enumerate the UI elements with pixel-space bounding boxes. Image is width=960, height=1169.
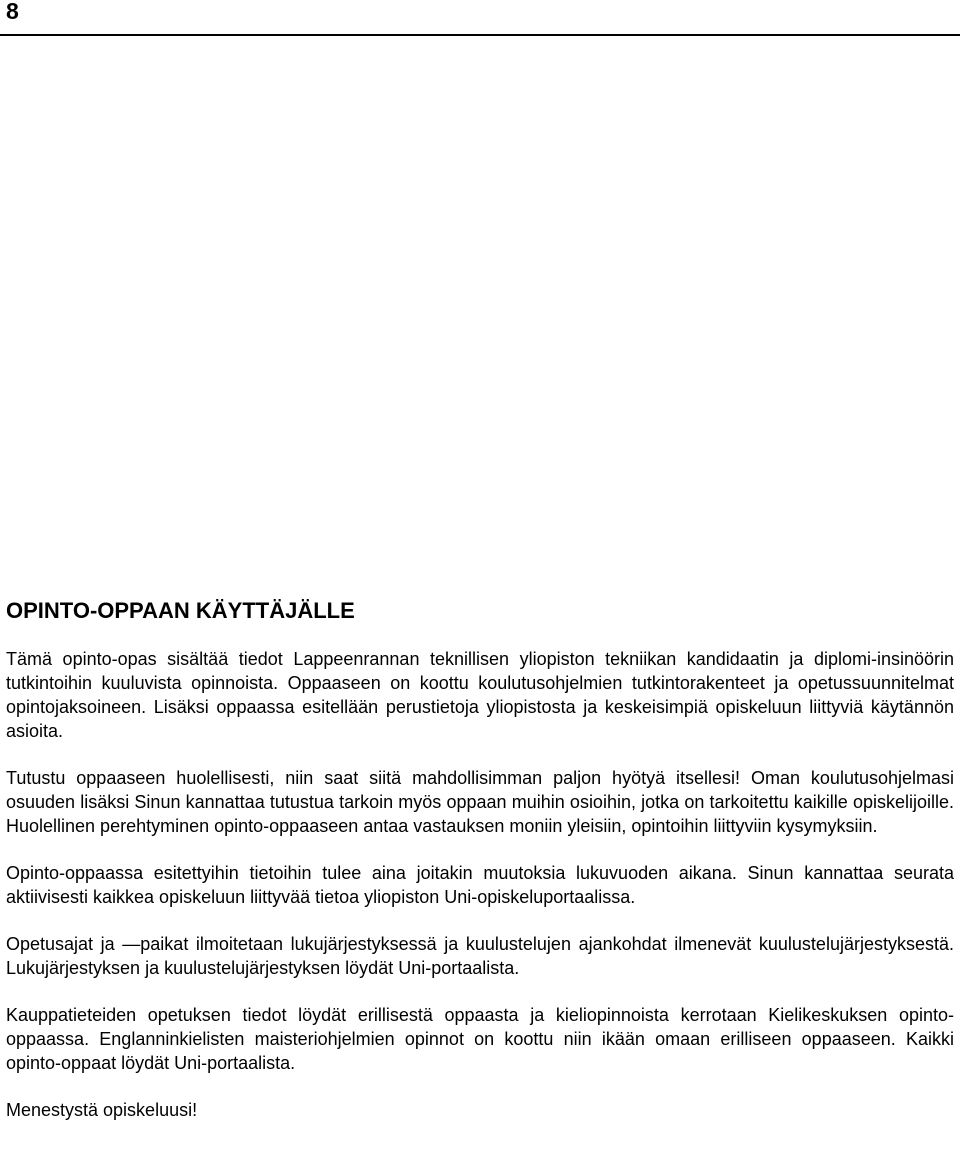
paragraph-closing: Menestystä opiskeluusi! bbox=[6, 1100, 198, 1120]
paragraph-changes: Opinto-oppaassa esitettyihin tietoihin tulee aina joitakin muutoksia lukuvuoden aikana. Sinun kannattaa seurata aktiivisesti kaikkea opiskeluun liittyvää tietoa yliopiston Uni-opiskeluportaalissa. bbox=[6, 863, 954, 907]
header-rule bbox=[0, 34, 960, 36]
paragraph-schedules: Opetusajat ja —paikat ilmoitetaan lukujärjestyksessä ja kuulustelujen ajankohdat ilmenevät kuulustelujärjestyksestä. Lukujärjestyksen ja kuulustelujärjestyksen löydät Uni-portaalista. bbox=[6, 934, 954, 978]
paragraph-intro: Tämä opinto-opas sisältää tiedot Lappeenrannan teknillisen yliopiston tekniikan kandidaatin ja diplomi-insinöörin tutkintoihin kuuluvista opinnoista. Oppaaseen on koottu koulutusohjelmien tutkintorakenteet ja opetussuunnitelmat opintojaksoineen. Lisäksi oppaassa esitellään perustietoja yliopistosta ja keskeisimpiä opiskeluun liittyviä käytännön asioita. bbox=[6, 649, 954, 741]
paragraph-other-guides: Kauppatieteiden opetuksen tiedot löydät erillisestä oppaasta ja kieliopinnoista kerrotaan Kielikeskuksen opinto-oppaassa. Englanninkielisten maisteriohjelmien opinnot on koottu niin ikään omaan erilliseen oppaaseen. Kaikki opinto-oppaat löydät Uni-portaalista. bbox=[6, 1005, 954, 1073]
section-title: OPINTO-OPPAAN KÄYTTÄJÄLLE bbox=[6, 598, 355, 623]
page-number: 8 bbox=[6, 0, 19, 24]
section-content bbox=[6, 596, 954, 1122]
paragraph-read-carefully: Tutustu oppaaseen huolellisesti, niin saat siitä mahdollisimman paljon hyötyä itsellesi! Oman koulutusohjelmasi osuuden lisäksi Sinun kannattaa tutustua tarkoin myös oppaan muihin osioihin, jotka on tarkoitettu kaikille opiskelijoille. Huolellinen perehtyminen opinto-oppaaseen antaa vastauksen moniin yleisiin, opintoihin liittyviin kysymyksiin. bbox=[6, 768, 954, 836]
